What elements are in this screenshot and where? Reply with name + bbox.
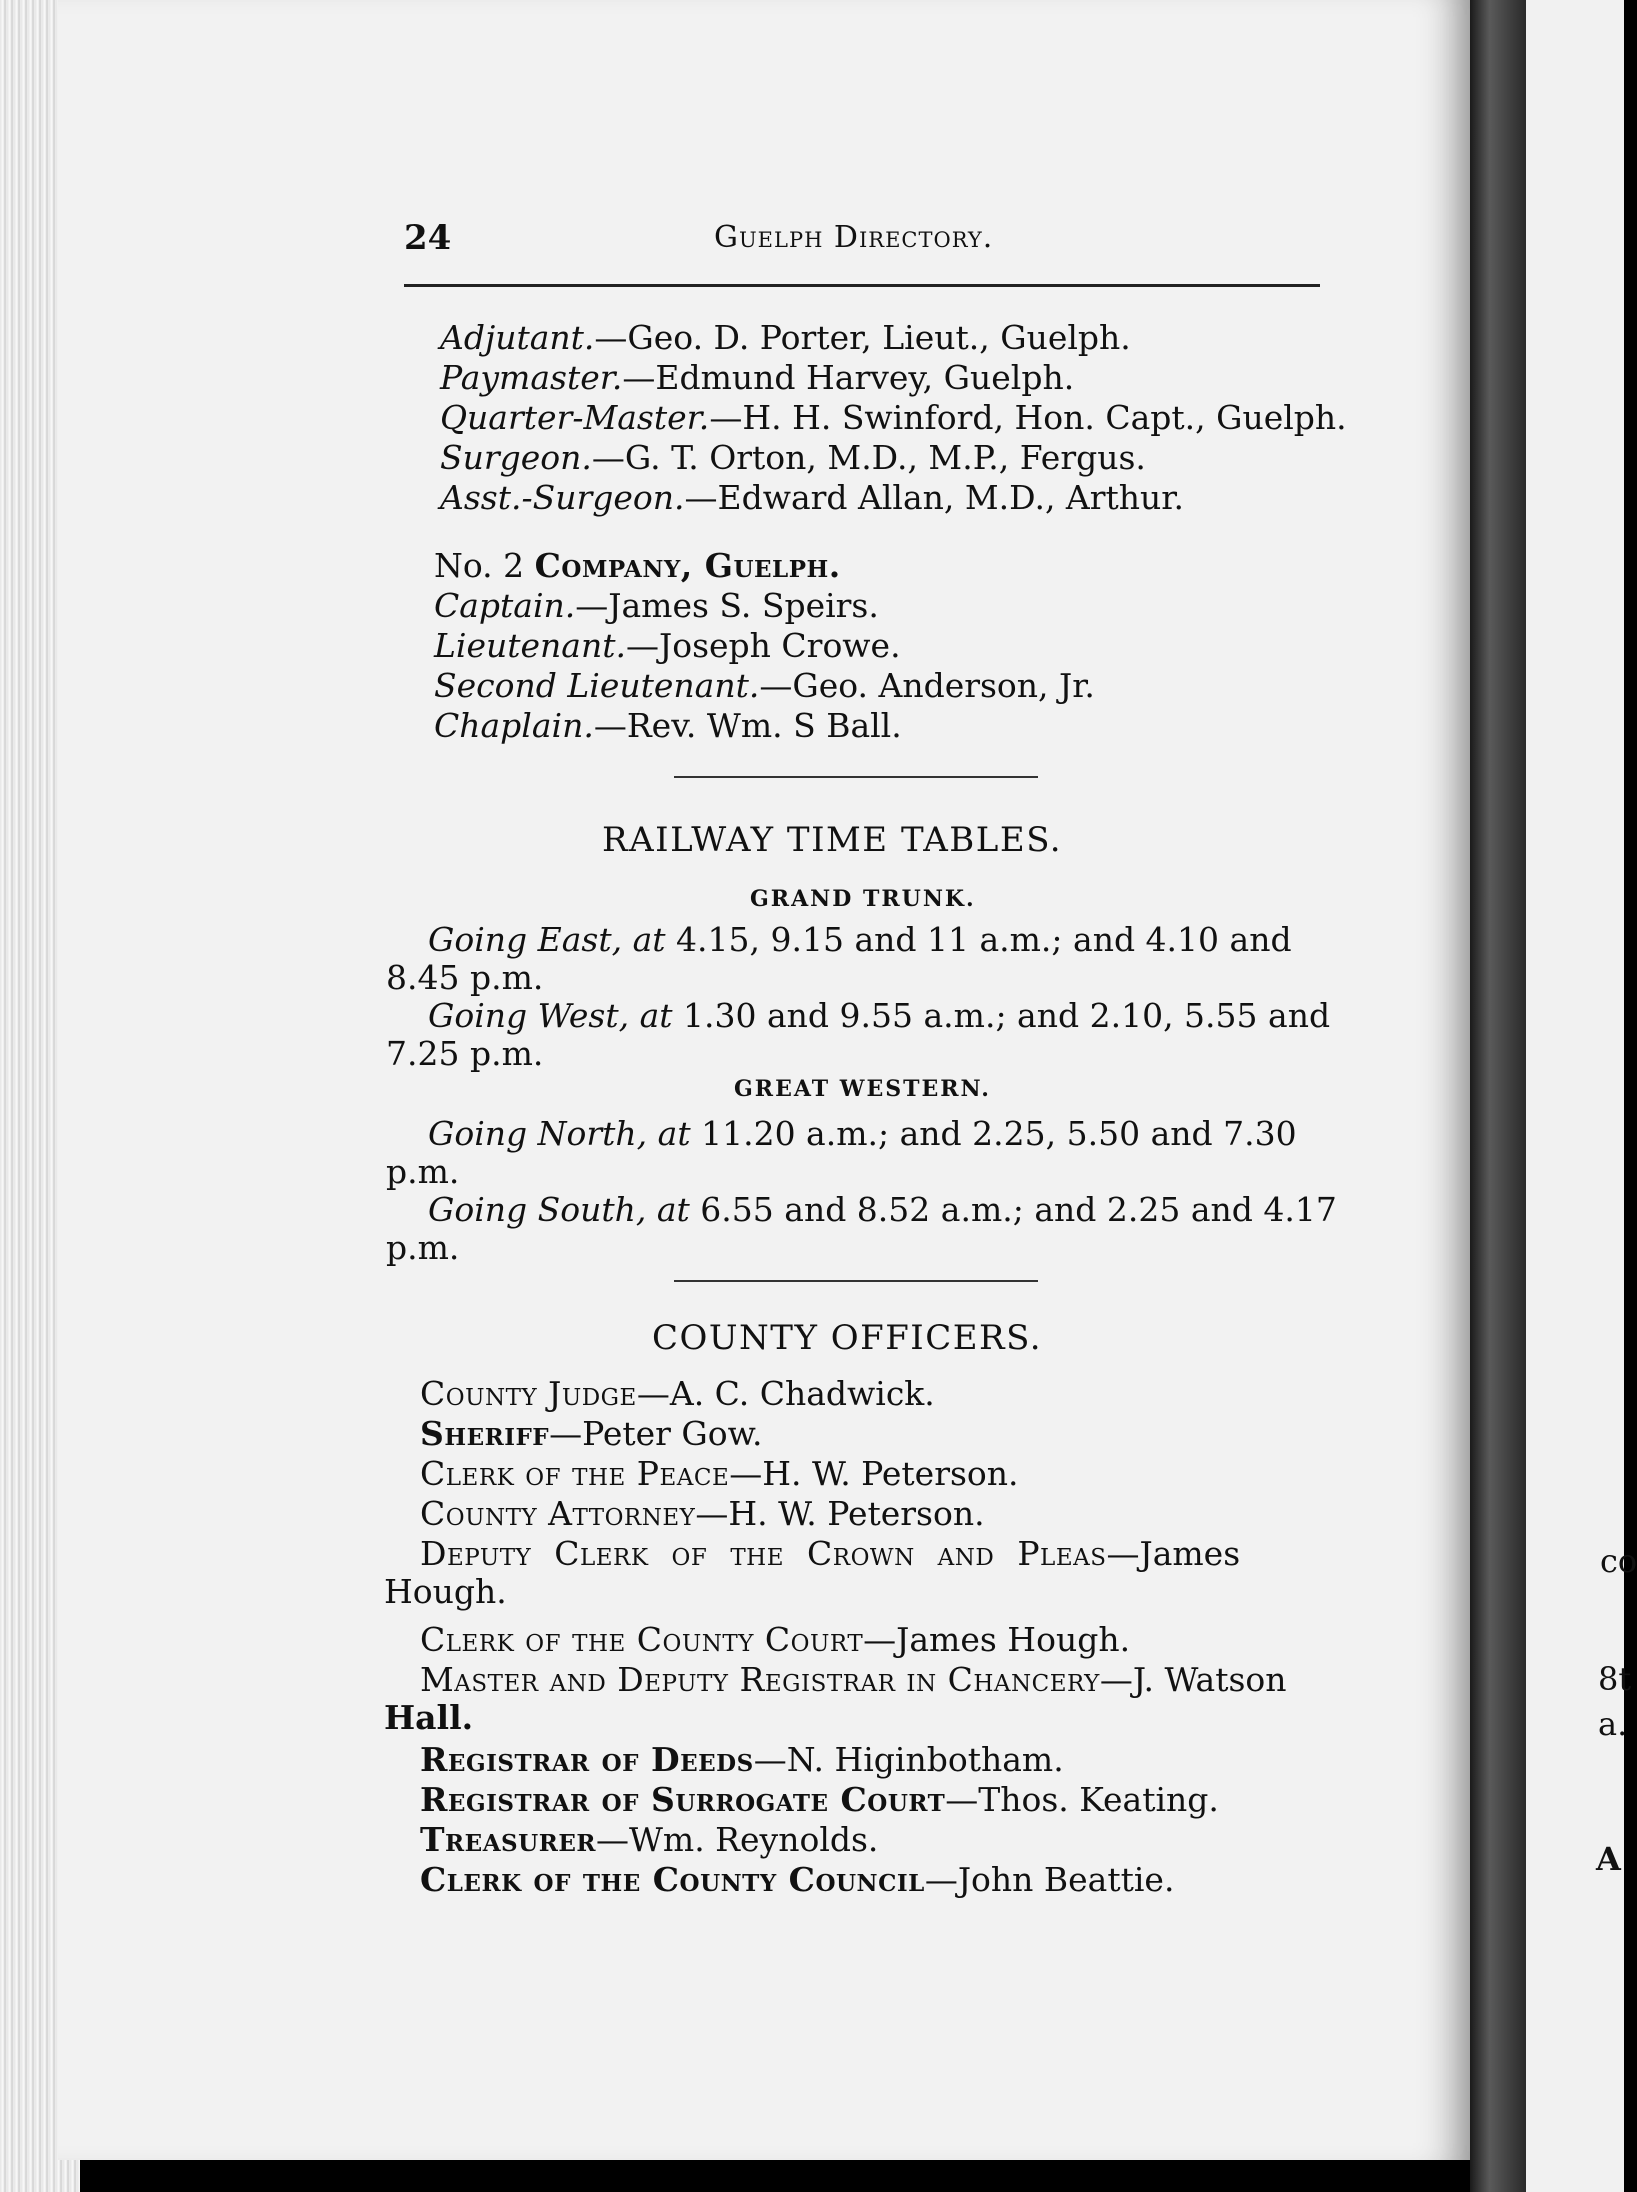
header-rule bbox=[404, 284, 1320, 287]
office-title: Clerk of the Peace bbox=[420, 1454, 730, 1493]
officer-line bbox=[440, 438, 1146, 478]
company-heading bbox=[434, 546, 841, 586]
direction-label: Going North, at bbox=[428, 1114, 691, 1153]
office-holder: —John Beattie. bbox=[924, 1860, 1175, 1899]
officer-name: —Geo. D. Porter, Lieut., Guelph. bbox=[594, 318, 1131, 357]
office-title: Registrar of Surrogate Court bbox=[420, 1780, 946, 1819]
office-holder: —H. W. Peterson. bbox=[695, 1494, 985, 1533]
section-divider bbox=[674, 1280, 1038, 1282]
adjacent-page-fragment: 8t bbox=[1598, 1660, 1632, 1698]
member-name: —Geo. Anderson, Jr. bbox=[759, 666, 1095, 705]
member-name: —Joseph Crowe. bbox=[625, 626, 901, 665]
county-officers-title: COUNTY OFFICERS. bbox=[652, 1318, 1043, 1358]
office-title: Clerk of the County Court bbox=[420, 1620, 864, 1659]
county-officer-line bbox=[420, 1454, 1019, 1494]
office-holder: —James bbox=[1106, 1534, 1241, 1573]
member-role: Chaplain. bbox=[434, 706, 594, 745]
company-member-line bbox=[434, 586, 879, 626]
office-holder: —Wm. Reynolds. bbox=[595, 1820, 879, 1859]
office-holder: —H. W. Peterson. bbox=[729, 1454, 1019, 1493]
company-member-line bbox=[434, 706, 902, 746]
officer-role: Asst.-Surgeon. bbox=[440, 478, 685, 517]
times: 4.15, 9.15 and 11 a.m.; and 4.10 and bbox=[665, 920, 1292, 959]
county-officer-line bbox=[420, 1494, 985, 1534]
office-title: Treasurer bbox=[420, 1820, 596, 1859]
officer-name: —Edward Allan, M.D., Arthur. bbox=[684, 478, 1184, 517]
section-divider bbox=[674, 776, 1038, 778]
county-officer-line bbox=[420, 1860, 1174, 1900]
timetable-line: 7.25 p.m. bbox=[386, 1034, 544, 1073]
timetable-line: 8.45 p.m. bbox=[386, 958, 544, 997]
office-title: Master and Deputy Registrar in Chancery bbox=[420, 1660, 1100, 1699]
direction-label: Going South, at bbox=[428, 1190, 690, 1229]
county-officer-line bbox=[420, 1740, 1064, 1780]
officer-role: Adjutant. bbox=[440, 318, 595, 357]
county-officer-line bbox=[420, 1620, 1130, 1660]
adjacent-page-fragment: co bbox=[1600, 1542, 1637, 1580]
county-officer-continuation: Hall. bbox=[384, 1698, 474, 1737]
county-officer-line bbox=[420, 1820, 878, 1860]
times: 11.20 a.m.; and 2.25, 5.50 and 7.30 bbox=[690, 1114, 1297, 1153]
adjacent-page-fragment: a. bbox=[1598, 1705, 1628, 1743]
office-holder: —J. Watson bbox=[1099, 1660, 1287, 1699]
office-title: County Attorney bbox=[420, 1494, 696, 1533]
officer-name: —H. H. Swinford, Hon. Capt., Guelph. bbox=[709, 398, 1347, 437]
officer-name: —G. T. Orton, M.D., M.P., Fergus. bbox=[591, 438, 1146, 477]
page-header bbox=[404, 218, 1320, 268]
direction-label: Going West, at bbox=[428, 996, 673, 1035]
office-holder: —N. Higinbotham. bbox=[753, 1740, 1064, 1779]
officer-role: Quarter-Master. bbox=[440, 398, 710, 437]
office-title: Registrar of Deeds bbox=[420, 1740, 754, 1779]
officer-line bbox=[440, 358, 1074, 398]
company-member-line bbox=[434, 626, 901, 666]
company-member-line bbox=[434, 666, 1095, 706]
county-officer-line bbox=[420, 1780, 1219, 1820]
county-officer-line bbox=[420, 1374, 935, 1414]
officer-name: —Edmund Harvey, Guelph. bbox=[622, 358, 1075, 397]
timetable-line: p.m. bbox=[386, 1228, 460, 1267]
officer-line bbox=[440, 478, 1184, 518]
officer-line bbox=[440, 318, 1131, 358]
book-gutter bbox=[1470, 0, 1526, 2192]
county-officer-line bbox=[420, 1414, 762, 1454]
timetable-line bbox=[428, 996, 1330, 1036]
timetable-line: p.m. bbox=[386, 1152, 460, 1191]
member-name: —James S. Speirs. bbox=[575, 586, 879, 625]
office-holder: —A. C. Chadwick. bbox=[636, 1374, 935, 1413]
member-role: Second Lieutenant. bbox=[434, 666, 760, 705]
officer-role: Surgeon. bbox=[440, 438, 592, 477]
page-number: 24 bbox=[404, 218, 452, 258]
timetable-line bbox=[428, 920, 1292, 960]
office-title: Sheriff bbox=[420, 1414, 550, 1453]
member-name: —Rev. Wm. S Ball. bbox=[593, 706, 902, 745]
running-head: Guelph Directory. bbox=[714, 220, 994, 255]
times: 1.30 and 9.55 a.m.; and 2.10, 5.55 and bbox=[672, 996, 1331, 1035]
direction-label: Going East, at bbox=[428, 920, 666, 959]
adjacent-page-fragment: A bbox=[1596, 1840, 1621, 1878]
timetable-line bbox=[428, 1114, 1297, 1154]
county-officer-continuation: Hough. bbox=[384, 1572, 507, 1611]
great-western-title: GREAT WESTERN. bbox=[734, 1076, 991, 1102]
timetable-line bbox=[428, 1190, 1337, 1230]
office-holder: —Thos. Keating. bbox=[945, 1780, 1219, 1819]
office-title: County Judge bbox=[420, 1374, 637, 1413]
office-holder: —Peter Gow. bbox=[549, 1414, 763, 1453]
grand-trunk-title: GRAND TRUNK. bbox=[750, 886, 976, 912]
railway-title: RAILWAY TIME TABLES. bbox=[602, 820, 1063, 860]
county-officer-line bbox=[420, 1534, 1240, 1574]
officer-line bbox=[440, 398, 1347, 438]
member-role: Captain. bbox=[434, 586, 576, 625]
times: 6.55 and 8.52 a.m.; and 2.25 and 4.17 bbox=[689, 1190, 1337, 1229]
company-name: Company, Guelph. bbox=[534, 546, 841, 585]
officer-role: Paymaster. bbox=[440, 358, 623, 397]
member-role: Lieutenant. bbox=[434, 626, 626, 665]
company-number: No. 2 bbox=[434, 546, 535, 585]
county-officer-line bbox=[420, 1660, 1287, 1700]
office-holder: —James Hough. bbox=[863, 1620, 1131, 1659]
office-title: Clerk of the County Council bbox=[420, 1860, 925, 1899]
office-title: Deputy Clerk of the Crown and Pleas bbox=[420, 1534, 1107, 1573]
